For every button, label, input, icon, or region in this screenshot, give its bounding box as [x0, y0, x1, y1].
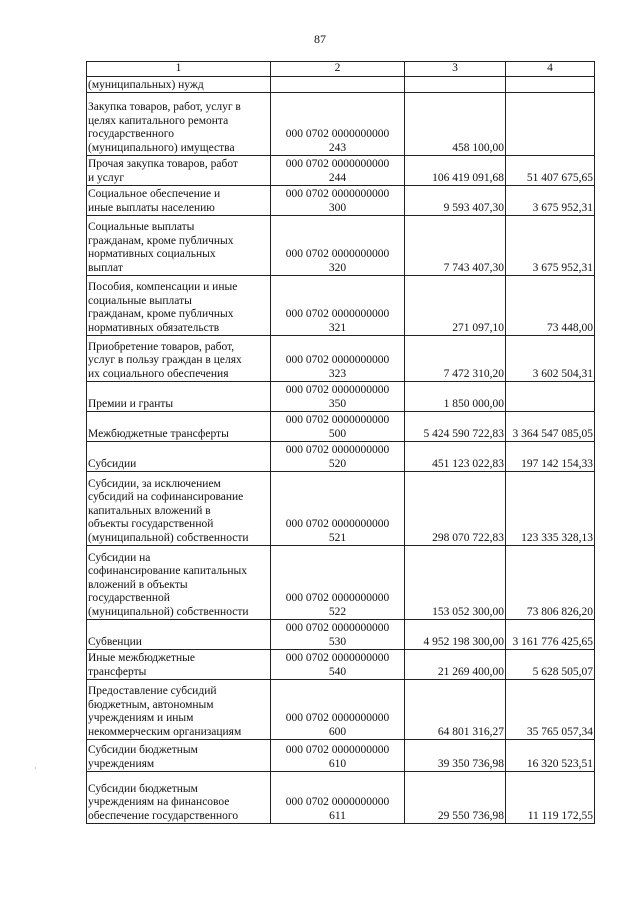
budget-code-cell: 000 0702 0000000000 600: [271, 680, 405, 740]
scan-speck: ·: [34, 764, 37, 773]
amount-col3-cell: 271 097,10: [405, 276, 506, 336]
amount-col3-cell: 21 269 400,00: [405, 650, 506, 680]
row-name-cell: Субвенции: [87, 620, 271, 650]
table-header-row: [87, 62, 595, 77]
row-name-cell: Социальные выплаты гражданам, кроме публичных нормативных социальных выплат: [87, 216, 271, 276]
page-number: 87: [314, 32, 326, 46]
budget-code-cell: 000 0702 0000000000 243: [271, 93, 405, 156]
table-row: [87, 276, 595, 336]
budget-code-cell: [271, 77, 405, 93]
row-name-cell: Премии и гранты: [87, 382, 271, 412]
amount-col3-cell: 29 550 736,98: [405, 772, 506, 824]
column-header: 1: [87, 62, 271, 77]
amount-col4-cell: 35 765 057,34: [506, 680, 595, 740]
table-row: [87, 336, 595, 382]
amount-col4-cell: 16 320 523,51: [506, 740, 595, 772]
row-name-cell: Прочая закупка товаров, работ и услуг: [87, 156, 271, 186]
budget-code-cell: 000 0702 0000000000 521: [271, 472, 405, 546]
amount-col4-cell: 123 335 328,13: [506, 472, 595, 546]
table-row: [87, 93, 595, 156]
budget-code-cell: 000 0702 0000000000 610: [271, 740, 405, 772]
amount-col3-cell: 64 801 316,27: [405, 680, 506, 740]
amount-col4-cell: [506, 93, 595, 156]
table-row: [87, 472, 595, 546]
row-name-cell: Приобретение товаров, работ, услуг в пользу граждан в целях их социального обеспечения: [87, 336, 271, 382]
amount-col3-cell: 106 419 091,68: [405, 156, 506, 186]
amount-col4-cell: 11 119 172,55: [506, 772, 595, 824]
row-name-cell: Субсидии: [87, 442, 271, 472]
budget-code-cell: 000 0702 0000000000 244: [271, 156, 405, 186]
row-name-cell: Закупка товаров, работ, услуг в целях капитального ремонта государственного (муниципального) имущества: [87, 93, 271, 156]
row-name-cell: Предоставление субсидий бюджетным, автономным учреждениям и иным некоммерческим организациям: [87, 680, 271, 740]
table-row: [87, 186, 595, 216]
amount-col4-cell: 73 448,00: [506, 276, 595, 336]
budget-code-cell: 000 0702 0000000000 611: [271, 772, 405, 824]
row-name-cell: Социальное обеспечение и иные выплаты населению: [87, 186, 271, 216]
budget-table: [86, 61, 595, 824]
row-name-cell: Субсидии бюджетным учреждениям на финансовое обеспечение государственного: [87, 772, 271, 824]
amount-col4-cell: 3 675 952,31: [506, 186, 595, 216]
amount-col4-cell: 3 602 504,31: [506, 336, 595, 382]
amount-col3-cell: 1 850 000,00: [405, 382, 506, 412]
column-header: 3: [405, 62, 506, 77]
row-name-cell: Субсидии бюджетным учреждениям: [87, 740, 271, 772]
budget-code-cell: 000 0702 0000000000 320: [271, 216, 405, 276]
table-row: [87, 546, 595, 620]
column-header: 4: [506, 62, 595, 77]
amount-col4-cell: 197 142 154,33: [506, 442, 595, 472]
amount-col4-cell: 3 161 776 425,65: [506, 620, 595, 650]
table-row: [87, 412, 595, 442]
table-row: [87, 650, 595, 680]
row-name-cell: Межбюджетные трансферты: [87, 412, 271, 442]
row-name-cell: (муниципальных) нужд: [87, 77, 271, 93]
budget-code-cell: 000 0702 0000000000 540: [271, 650, 405, 680]
amount-col4-cell: [506, 77, 595, 93]
table-row: [87, 680, 595, 740]
budget-code-cell: 000 0702 0000000000 530: [271, 620, 405, 650]
amount-col4-cell: 3 675 952,31: [506, 216, 595, 276]
amount-col3-cell: 39 350 736,98: [405, 740, 506, 772]
amount-col3-cell: 458 100,00: [405, 93, 506, 156]
amount-col3-cell: 7 472 310,20: [405, 336, 506, 382]
amount-col3-cell: 7 743 407,30: [405, 216, 506, 276]
budget-code-cell: 000 0702 0000000000 500: [271, 412, 405, 442]
amount-col3-cell: 4 952 198 300,00: [405, 620, 506, 650]
amount-col3-cell: 298 070 722,83: [405, 472, 506, 546]
budget-code-cell: 000 0702 0000000000 350: [271, 382, 405, 412]
budget-code-cell: 000 0702 0000000000 520: [271, 442, 405, 472]
amount-col4-cell: 5 628 505,07: [506, 650, 595, 680]
table-row: [87, 156, 595, 186]
column-header: 2: [271, 62, 405, 77]
amount-col4-cell: 73 806 826,20: [506, 546, 595, 620]
row-name-cell: Субсидии, за исключением субсидий на софинансирование капитальных вложений в объекты государственной (муниципальной) собственности: [87, 472, 271, 546]
amount-col4-cell: [506, 382, 595, 412]
amount-col3-cell: 9 593 407,30: [405, 186, 506, 216]
table-row: [87, 740, 595, 772]
amount-col4-cell: 3 364 547 085,05: [506, 412, 595, 442]
row-name-cell: Иные межбюджетные трансферты: [87, 650, 271, 680]
budget-code-cell: 000 0702 0000000000 522: [271, 546, 405, 620]
table-row: [87, 772, 595, 824]
table-row: [87, 77, 595, 93]
amount-col3-cell: 451 123 022,83: [405, 442, 506, 472]
budget-code-cell: 000 0702 0000000000 323: [271, 336, 405, 382]
row-name-cell: Пособия, компенсации и иные социальные выплаты гражданам, кроме публичных нормативных обязательств: [87, 276, 271, 336]
table-row: [87, 382, 595, 412]
budget-code-cell: 000 0702 0000000000 300: [271, 186, 405, 216]
amount-col3-cell: 153 052 300,00: [405, 546, 506, 620]
budget-code-cell: 000 0702 0000000000 321: [271, 276, 405, 336]
row-name-cell: Субсидии на софинансирование капитальных вложений в объекты государственной (муниципальной) собственности: [87, 546, 271, 620]
table-row: [87, 216, 595, 276]
amount-col3-cell: [405, 77, 506, 93]
amount-col3-cell: 5 424 590 722,83: [405, 412, 506, 442]
amount-col4-cell: 51 407 675,65: [506, 156, 595, 186]
table-row: [87, 620, 595, 650]
table-row: [87, 442, 595, 472]
